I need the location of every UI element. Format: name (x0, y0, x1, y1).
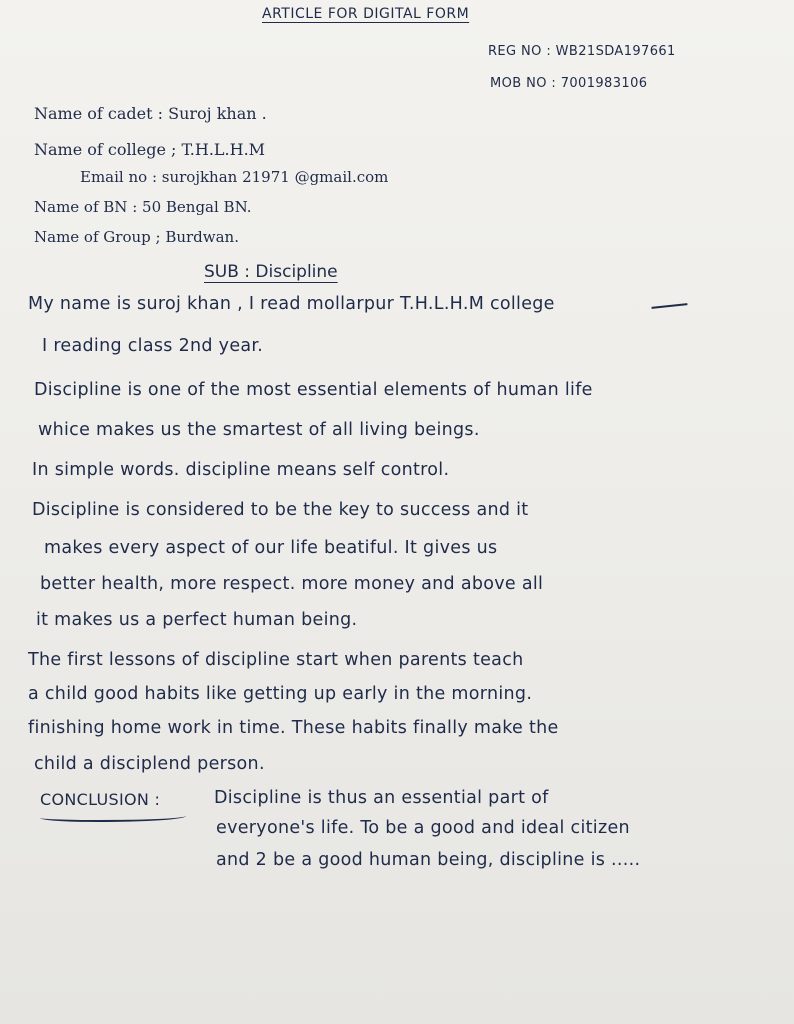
conclusion-line: and 2 be a good human being, discipline is ..... (216, 850, 641, 870)
conclusion-line: Discipline is thus an essential part of (214, 788, 549, 808)
article-title: ARTICLE FOR DIGITAL FORM (262, 6, 470, 22)
college-name-field: Name of college ; T.H.L.H.M (34, 140, 266, 159)
conclusion-underline (40, 812, 186, 822)
body-line: Discipline is considered to be the key to success and it (32, 500, 529, 520)
subject-heading: SUB : Discipline (204, 262, 338, 282)
email-field: Email no : surojkhan 21971 @gmail.com (80, 168, 389, 186)
bn-name-field: Name of BN : 50 Bengal BN. (34, 198, 252, 216)
strikethrough-mark (651, 303, 688, 319)
body-line: My name is suroj khan , I read mollarpur T.H.L.H.M college (28, 294, 555, 314)
body-line: it makes us a perfect human being. (36, 610, 358, 630)
reg-number: REG NO : WB21SDA197661 (488, 44, 676, 59)
body-line: finishing home work in time. These habits finally make the (28, 718, 559, 738)
conclusion-label: CONCLUSION : (40, 790, 161, 809)
body-line: The first lessons of discipline start when parents teach (28, 650, 524, 670)
cadet-name-field: Name of cadet : Suroj khan . (34, 104, 267, 123)
body-line: better health, more respect. more money and above all (40, 574, 544, 594)
mobile-number: MOB NO : 7001983106 (490, 76, 648, 91)
body-line: whice makes us the smartest of all living beings. (38, 420, 480, 440)
group-name-field: Name of Group ; Burdwan. (34, 228, 239, 246)
body-line: Discipline is one of the most essential elements of human life (34, 380, 593, 400)
body-line: a child good habits like getting up early in the morning. (28, 684, 533, 704)
body-line: child a disciplend person. (34, 754, 265, 774)
body-line: makes every aspect of our life beatiful. It gives us (44, 538, 498, 558)
body-line: In simple words. discipline means self control. (32, 460, 450, 480)
conclusion-line: everyone's life. To be a good and ideal citizen (216, 818, 630, 838)
body-line: I reading class 2nd year. (42, 336, 264, 356)
